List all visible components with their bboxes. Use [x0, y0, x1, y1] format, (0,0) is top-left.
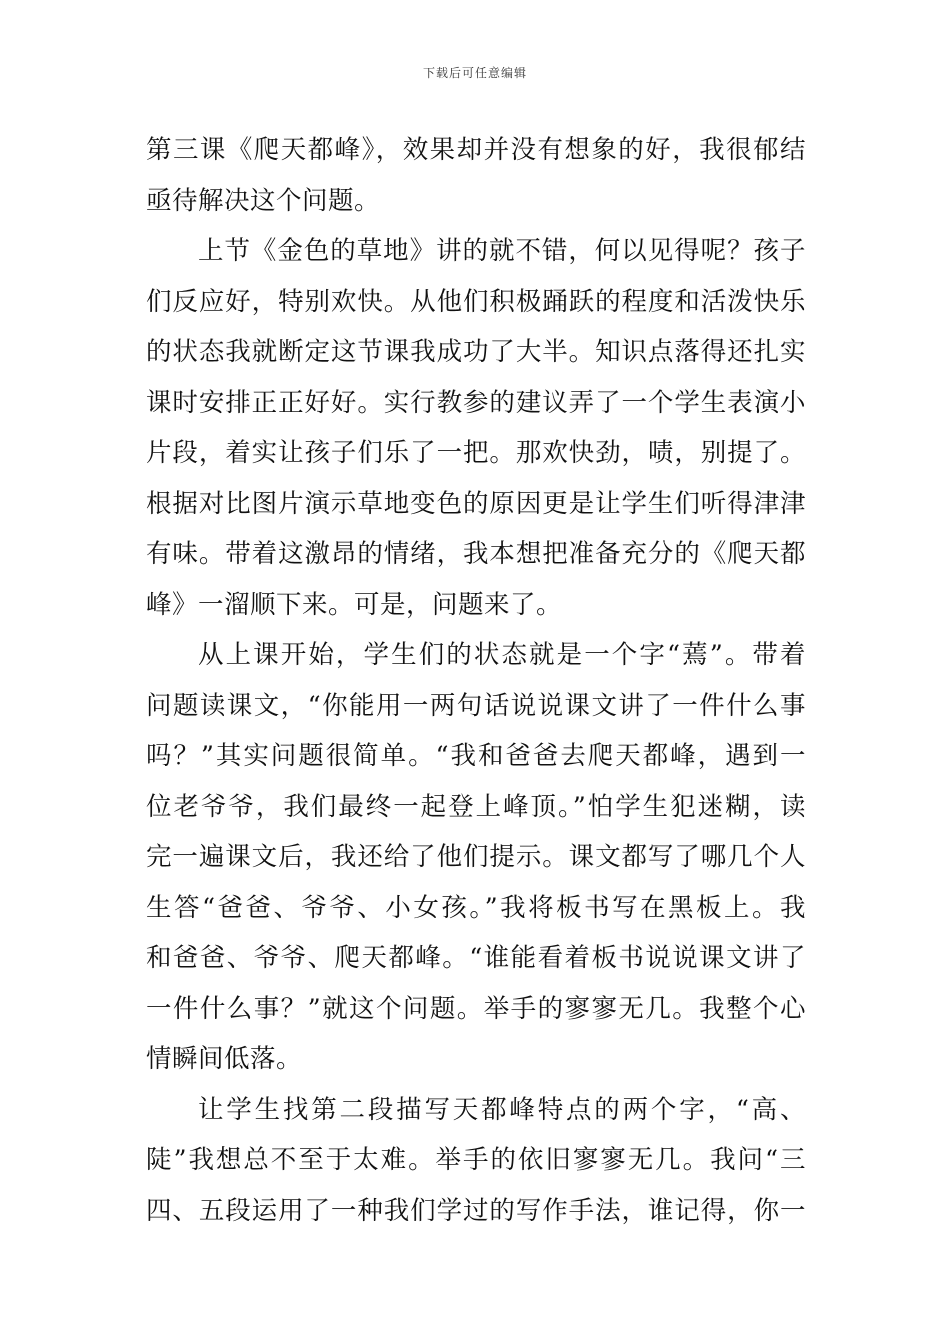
paragraph-first-line: 从上课开始，学生们的状态就是一个字“蔫”。带着: [198, 640, 806, 670]
paragraph-first-line: 让学生找第二段描写天都峰特点的两个字，“高、: [198, 1095, 806, 1125]
text-line: 情瞬间低落。: [146, 1044, 303, 1074]
text-line: 问题读课文，“你能用一两句话说说课文讲了一件什么事: [146, 691, 806, 721]
text-line: 和爸爸、爷爷、爬天都峰。“谁能看着板书说说课文讲了: [146, 943, 806, 973]
text-line: 完一遍课文后，我还给了他们提示。课文都写了哪几个人: [146, 842, 806, 872]
text-line: 峰》一溜顺下来。可是，问题来了。: [146, 590, 563, 620]
text-line: 的状态我就断定这节课我成功了大半。知识点落得还扎实: [146, 337, 806, 367]
paragraph-first-line: 上节《金色的草地》讲的就不错，何以见得呢？孩子: [198, 236, 806, 266]
text-line: 根据对比图片演示草地变色的原因更是让学生们听得津津: [146, 489, 806, 519]
text-line: 课时安排正正好好。实行教参的建议弄了一个学生表演小: [146, 388, 806, 418]
text-line: 第三课《爬天都峰》，效果却并没有想象的好，我很郁结: [146, 135, 806, 165]
text-line: 生答“爸爸、爷爷、小女孩。”我将板书写在黑板上。我: [146, 893, 806, 923]
text-line: 四、五段运用了一种我们学过的写作手法，谁记得，你一: [146, 1196, 806, 1226]
text-line: 亟待解决这个问题。: [146, 186, 381, 216]
text-line: 吗？”其实问题很简单。“我和爸爸去爬天都峰，遇到一: [146, 741, 806, 771]
text-line: 们反应好，特别欢快。从他们积极踊跃的程度和活泼快乐: [146, 287, 806, 317]
text-line: 一件什么事？”就这个问题。举手的寥寥无几。我整个心: [146, 994, 806, 1024]
text-line: 有味。带着这激昂的情绪，我本想把准备充分的《爬天都: [146, 539, 806, 569]
text-line: 位老爷爷，我们最终一起登上峰顶。”怕学生犯迷糊，读: [146, 792, 806, 822]
text-line: 陡”我想总不至于太难。举手的依旧寥寥无几。我问“三: [146, 1145, 806, 1175]
page-header: 下载后可任意编辑: [422, 66, 527, 80]
text-line: 片段，着实让孩子们乐了一把。那欢快劲，啧，别提了。: [146, 438, 806, 468]
